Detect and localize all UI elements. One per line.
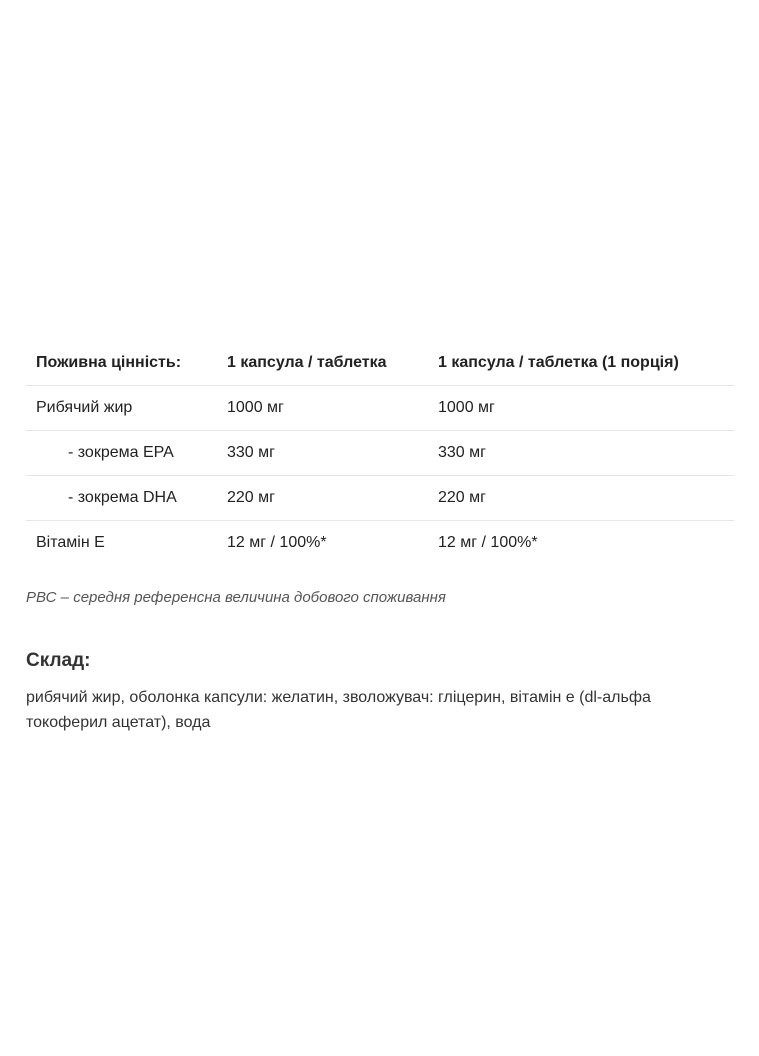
value-per-capsule: 220 мг	[217, 476, 428, 521]
header-per-capsule: 1 капсула / таблетка	[217, 341, 428, 386]
table-row	[26, 386, 734, 431]
footnote: РВС – середня референсна величина добового споживання	[26, 589, 446, 606]
value-per-serving: 220 мг	[428, 476, 734, 521]
nutrient-name: - зокрема EPA	[26, 431, 217, 476]
table-row	[26, 476, 734, 521]
value-per-capsule: 1000 мг	[217, 386, 428, 431]
composition-text: рибячий жир, оболонка капсули: желатин, зволожувач: гліцерин, вітамін е (dl-альфа токоферил ацетат), вода	[26, 689, 651, 731]
table-row	[26, 431, 734, 476]
nutrient-name: - зокрема DHA	[26, 476, 217, 521]
header-nutrient: Поживна цінність:	[26, 341, 217, 386]
nutrition-table	[26, 341, 734, 565]
nutrient-name: Вітамін Е	[36, 534, 105, 551]
table-row	[26, 521, 734, 566]
value-per-serving: 330 мг	[428, 431, 734, 476]
value-per-serving: 12 мг / 100%*	[438, 534, 538, 551]
value-per-capsule: 12 мг / 100%*	[227, 534, 327, 551]
composition-heading: Склад:	[26, 650, 91, 671]
value-per-serving: 1000 мг	[428, 386, 734, 431]
header-per-serving: 1 капсула / таблетка (1 порція)	[428, 341, 734, 386]
value-per-capsule: 330 мг	[217, 431, 428, 476]
nutrient-name: Рибячий жир	[26, 386, 217, 431]
table-header-row	[26, 341, 734, 386]
